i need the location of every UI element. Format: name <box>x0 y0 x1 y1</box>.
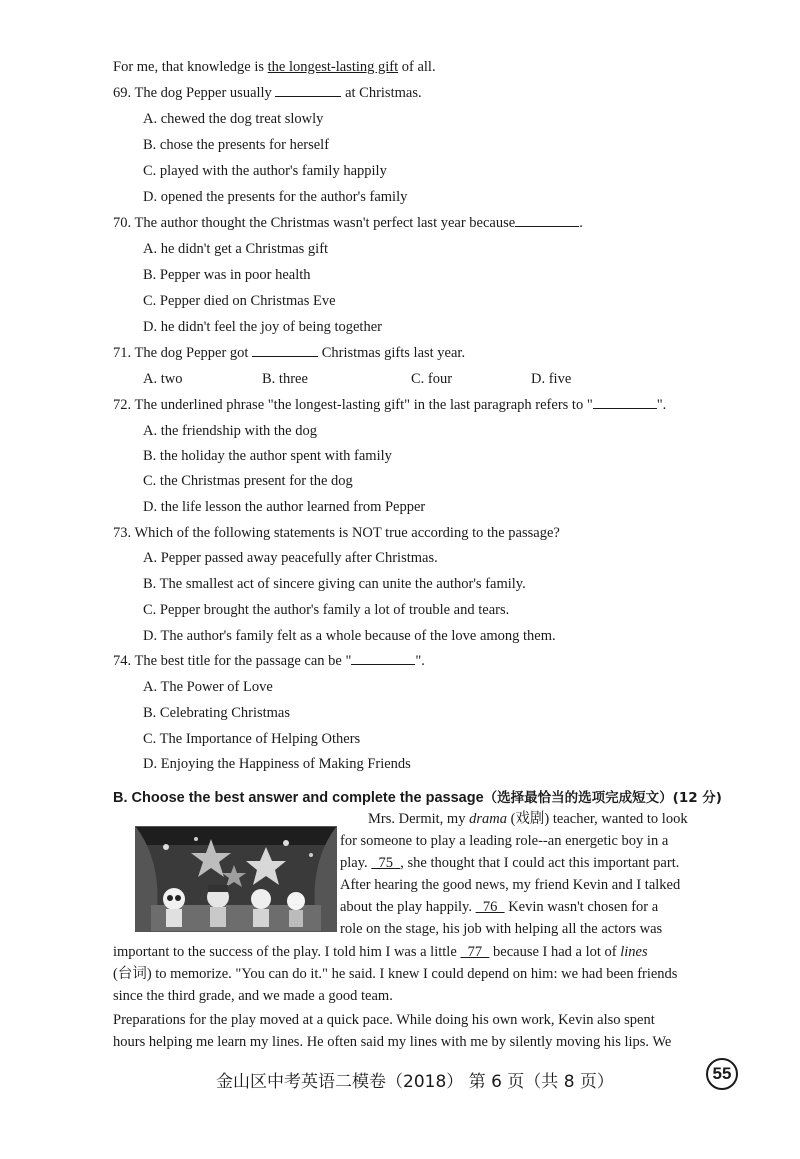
passage-line: hours helping me learn my lines. He often said my lines with me by silently moving his lips. We <box>113 1034 672 1050</box>
text-run: Kevin wasn't chosen for a <box>504 899 659 915</box>
passage-full <box>113 941 704 1053</box>
section-b-title: B. Choose the best answer and complete the passage <box>113 790 484 806</box>
blank-75: 75 <box>371 855 401 871</box>
text-run: about the play happily. <box>340 899 476 915</box>
option: B. three <box>262 371 308 387</box>
italic-word: drama <box>469 811 507 827</box>
stem-text: 70. The author thought the Christmas wasn't perfect last year because <box>113 215 516 231</box>
passage-line: Preparations for the play moved at a quick pace. While doing his own work, Kevin also spent <box>113 1012 655 1028</box>
option: B. chose the presents for herself <box>143 137 330 153</box>
option: B. Celebrating Christmas <box>143 705 290 721</box>
option: D. five <box>531 371 572 387</box>
text-run: Mrs. Dermit, my <box>368 811 470 827</box>
text-run: play. <box>340 855 372 871</box>
option: A. he didn't get a Christmas gift <box>143 241 329 257</box>
passage-line <box>340 852 704 874</box>
option: D. he didn't feel the joy of being together <box>143 319 382 335</box>
question-73-stem <box>113 524 560 542</box>
blank-76: 76 <box>475 899 505 915</box>
stem-text: 72. The underlined phrase "the longest-lasting gift" in the last paragraph refers to " <box>113 397 593 413</box>
question-69-stem <box>113 84 422 102</box>
question-70-stem <box>113 214 583 232</box>
option: B. the holiday the author spent with family <box>143 448 392 464</box>
passage-line: (台词) to memorize. "You can do it." he said. I knew I could depend on him: we had been friends <box>113 966 678 982</box>
passage-line: role on the stage, his job with helping all the actors was <box>340 921 663 937</box>
option: C. The Importance of Helping Others <box>143 731 361 747</box>
option: D. The author's family felt as a whole because of the love among them. <box>143 628 556 644</box>
italic-word: lines <box>620 944 648 960</box>
text-run: , she thought that I could act this important part. <box>400 855 680 871</box>
intro-after: of all. <box>398 59 436 75</box>
page-footer: 金山区中考英语二模卷（2018） 第 6 页（共 8 页） <box>216 1072 614 1092</box>
question-72-stem <box>113 396 666 414</box>
stem-text: at Christmas. <box>341 85 422 101</box>
option: A. two <box>143 371 183 387</box>
text-run: because I had a lot of <box>489 944 621 960</box>
stem-text: 71. The dog Pepper got <box>113 345 253 361</box>
intro-line <box>113 58 436 76</box>
passage-line <box>340 896 704 918</box>
section-b-note: （选择最恰当的选项完成短文）(12 分) <box>483 790 722 806</box>
option: B. The smallest act of sincere giving can unite the author's family. <box>143 576 526 592</box>
stem-text: 74. The best title for the passage can be " <box>113 653 352 669</box>
option: D. opened the presents for the author's family <box>143 189 408 205</box>
stage-illustration <box>135 826 337 932</box>
option: D. Enjoying the Happiness of Making Friends <box>143 756 411 772</box>
passage-line: After hearing the good news, my friend Kevin and I talked <box>340 877 681 893</box>
option: C. four <box>411 371 453 387</box>
stem-text: ". <box>656 397 667 413</box>
passage-side <box>340 808 704 940</box>
option: A. the friendship with the dog <box>143 423 317 439</box>
option: A. Pepper passed away peacefully after Christmas. <box>143 550 438 566</box>
answer-blank <box>275 84 341 97</box>
passage-line: for someone to play a leading role--an energetic boy in a <box>340 833 669 849</box>
blank-77: 77 <box>460 944 490 960</box>
answer-blank <box>515 214 579 227</box>
stem-text: . <box>579 215 583 231</box>
text-run: important to the success of the play. I told him I was a little <box>113 944 461 960</box>
page-number-badge: 55 <box>706 1058 738 1090</box>
passage-line <box>340 808 704 830</box>
stem-text: 73. Which of the following statements is NOT true according to the passage? <box>113 525 560 541</box>
option: A. chewed the dog treat slowly <box>143 111 324 127</box>
option: C. Pepper brought the author's family a lot of trouble and tears. <box>143 602 510 618</box>
intro-before: For me, that knowledge is <box>113 59 268 75</box>
option: C. Pepper died on Christmas Eve <box>143 293 336 309</box>
question-74-stem <box>113 652 425 670</box>
option: D. the life lesson the author learned from Pepper <box>143 499 426 515</box>
option: B. Pepper was in poor health <box>143 267 311 283</box>
section-b-heading <box>113 789 722 807</box>
answer-blank <box>252 344 318 357</box>
stem-text: Christmas gifts last year. <box>318 345 466 361</box>
stage-scene-icon <box>136 827 336 931</box>
stem-text: 69. The dog Pepper usually <box>113 85 276 101</box>
text-run: (戏剧) teacher, wanted to look <box>506 811 688 827</box>
option: A. The Power of Love <box>143 679 273 695</box>
option: C. played with the author's family happily <box>143 163 387 179</box>
question-71-stem <box>113 344 465 362</box>
passage-line <box>113 941 704 963</box>
option: C. the Christmas present for the dog <box>143 473 353 489</box>
underlined-phrase: the longest-lasting gift <box>267 59 399 75</box>
answer-blank <box>351 652 415 665</box>
passage-line: since the third grade, and we made a good team. <box>113 988 393 1004</box>
answer-blank <box>593 396 657 409</box>
stem-text: ". <box>415 653 425 669</box>
